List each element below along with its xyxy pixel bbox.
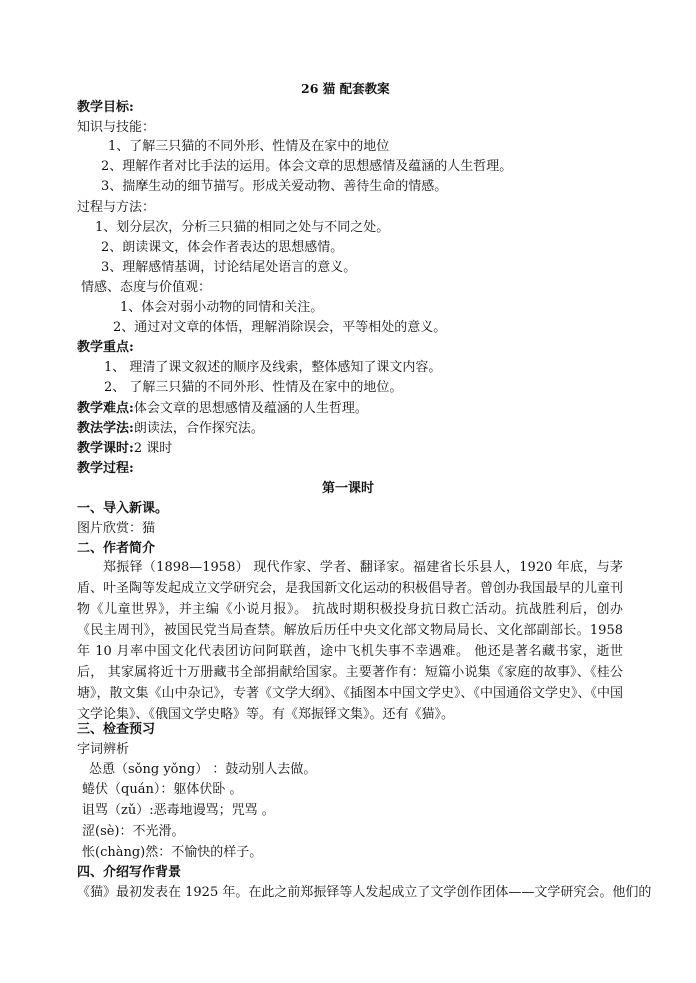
section1-text: 图片欣赏：猫 — [77, 521, 156, 536]
emotion-item: 1、体会对弱小动物的同情和关注。 — [120, 300, 324, 315]
vocab-item: 涩(sè)：不光滑。 — [82, 824, 185, 839]
page-title: 26 猫 配套教案 — [301, 81, 390, 96]
process-item: 3、理解感情基调，讨论结尾处语言的意义。 — [101, 260, 357, 275]
difficulty-text: 体会文章的思想感情及蕴涵的人生哲理。 — [133, 401, 368, 416]
key-point-item: 1、 理清了课文叙述的顺序及线索，整体感知了课文内容。 — [104, 360, 442, 375]
key-point-item: 2、 了解三只猫的不同外形、性情及在家中的地位。 — [104, 380, 403, 395]
difficulty-row — [77, 400, 368, 418]
difficulty-label: 教学难点: — [77, 401, 134, 416]
first-lesson-heading: 第一课时 — [322, 481, 375, 496]
hours-text: 2 课时 — [133, 441, 173, 456]
objectives-heading: 教学目标: — [77, 100, 134, 115]
process-item: 2、朗读课文，体会作者表达的思想感情。 — [101, 240, 344, 255]
section3-heading: 三、检查预习 — [77, 722, 156, 737]
section2-heading: 二、作者简介 — [77, 541, 156, 556]
background-text: 《猫》最初发表在 1925 年。在此之前郑振铎等人发起成立了文学创作团体——文学研究会。他们的 — [77, 885, 652, 900]
knowledge-item: 1、了解三只猫的不同外形、性情及在家中的地位 — [108, 139, 390, 154]
process-main-heading: 教学过程: — [77, 461, 134, 476]
hours-row — [77, 440, 172, 458]
section1-heading: 一、导入新课。 — [77, 501, 169, 516]
methods-text: 朗读法，合作探究法。 — [133, 421, 264, 436]
knowledge-item: 2、理解作者对比手法的运用。体会文章的思想感情及蕴涵的人生哲理。 — [101, 159, 513, 174]
methods-label: 教法学法: — [77, 421, 134, 436]
vocab-item: 蜷伏（quán）：躯体伏卧 。 — [82, 782, 243, 797]
vocab-subheading: 字词辨析 — [77, 742, 130, 757]
section4-heading: 四、介绍写作背景 — [77, 865, 182, 880]
vocab-item: 诅骂（zǔ）:恶毒地谩骂；咒骂 。 — [82, 803, 275, 818]
process-heading: 过程与方法： — [77, 200, 156, 215]
vocab-item: 怂恿（sǒng yǒng） ：鼓动别人去做。 — [89, 762, 317, 777]
process-item: 1、划分层次，分析三只猫的相同之处与不同之处。 — [95, 220, 390, 235]
vocab-item: 怅(chàng)然：不愉快的样子。 — [82, 845, 263, 860]
emotion-heading: 情感、态度与价值观： — [81, 280, 212, 295]
author-bio-paragraph: 郑振铎（1898—1958） 现代作家、学者、翻译家。福建省长乐县人，1920 年底，与茅盾、叶圣陶等发起成立文学研究会，是我国新文化运动的积极倡导者。曾创办我国最早的儿童刊物《儿童世界》，并主编《小说月报》。 抗战时期积极投身抗日救亡活动。抗战胜利后，创办《民主周刊》，被国民党当局查禁。解放后历任中央文化部文物局局长、文化部副部长。1958 年 10 月率中国文化代表团访问阿联酋，途中飞机失事不幸遇难。 他还是著名藏书家，逝世后， 其家属将近十万册藏书全部捐献给国家。主要著作有：短篇小说集《家庭的故事》、《桂公塘》，散文集《山中杂记》，专著《文学大纲》、《插图本中国文学史》、《中国通俗文学史》、《中国文学论集》、《俄国文学史略》等。有《郑振铎文集》。还有《猫》。 — [77, 560, 624, 722]
emotion-item: 2、通过对文章的体悟，理解消除误会，平等相处的意义。 — [113, 320, 447, 335]
key-points-heading: 教学重点: — [77, 340, 134, 355]
methods-row — [77, 420, 264, 438]
knowledge-item: 3、揣摩生动的细节描写。形成关爱动物、善待生命的情感。 — [101, 179, 448, 194]
hours-label: 教学课时: — [77, 441, 134, 456]
knowledge-heading: 知识与技能： — [77, 120, 156, 135]
